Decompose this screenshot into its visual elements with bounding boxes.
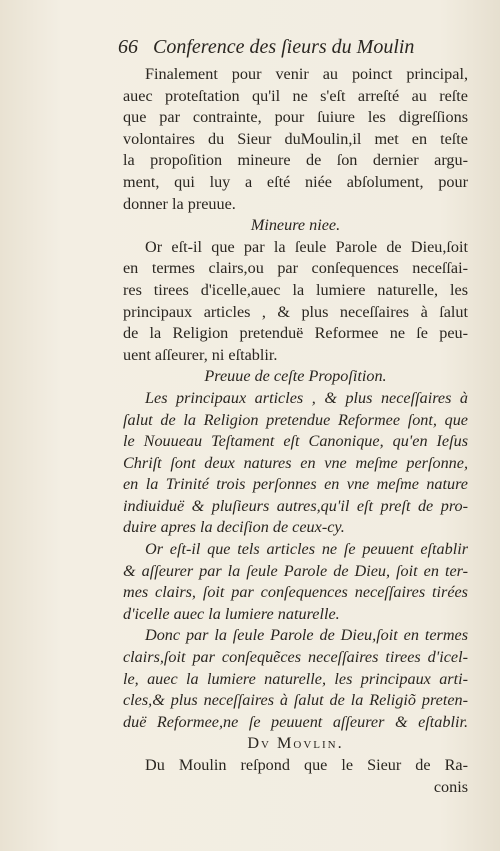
text-line: auec proteſtation qu'il ne s'eſt arreſté au reſte xyxy=(123,86,468,105)
text-line: Mineure niee. xyxy=(250,216,341,235)
text-line: Dv Movlin. xyxy=(247,734,344,753)
text-line: duire apres la deciſion de ceux-cy. xyxy=(123,518,345,537)
text-line: Or eſt-il que tels articles ne ſe peuuent eſtablir xyxy=(145,540,468,559)
text-line: Preuue de ceſte Propoſition. xyxy=(204,367,387,386)
text-line: en la Trinité trois perſonnes en vne meſme nature xyxy=(123,475,468,494)
text-line: volontaires du Sieur duMoulin,il met en teſte xyxy=(123,129,468,148)
text-body xyxy=(123,64,468,798)
text-line: en termes clairs,ou par conſequences neceſſai- xyxy=(123,259,468,278)
text-line: mes clairs, ſoit par conſequences neceſſaires tirées xyxy=(123,583,468,602)
text-line: principaux articles , & plus neceſſaires à ſalut xyxy=(123,302,468,321)
text-line: Du Moulin reſpond que le Sieur de Ra- xyxy=(145,756,468,774)
page-number: 66 xyxy=(118,36,138,58)
text-line: cles,& plus neceſſaires à ſalut de la Religiõ preten- xyxy=(123,691,468,710)
text-line: le, auec la lumiere naturelle, les principaux arti- xyxy=(123,669,468,688)
text-line: res tirees d'icelle,auec la lumiere naturelle, les xyxy=(123,280,468,299)
text-line: clairs,ſoit par conſequẽces neceſſaires tirees d'icel- xyxy=(123,648,468,667)
text-line: que par contrainte, pour ſuiure les digreſſions xyxy=(123,108,468,127)
text-line: ment, qui luy a eſté niée abſolument, pour xyxy=(123,172,468,191)
text-line: de la Religion pretenduë Reformee ne ſe peu- xyxy=(123,324,468,343)
text-line: Or eſt-il que par la ſeule Parole de Dieu,ſoit xyxy=(145,237,468,256)
text-line: le Nouueau Teſtament eſt Canonique, qu'en Ieſus xyxy=(123,432,468,451)
text-line: & aſſeurer par la ſeule Parole de Dieu, ſoit en ter- xyxy=(123,561,468,580)
text-line: conis xyxy=(433,777,468,796)
text-line: ſalut de la Religion pretendue Reformee ſont, que xyxy=(123,410,468,429)
page-header xyxy=(118,36,468,59)
text-line: d'icelle auec la lumiere naturelle. xyxy=(123,604,340,623)
text-line: Chriſt ſont deux natures en vne meſme perſonne, xyxy=(123,453,468,472)
running-title: Conference des ſieurs du Moulin xyxy=(153,36,415,58)
text-line: duë Reformee,ne ſe peuuent aſſeurer & eſtablir. xyxy=(123,712,468,731)
text-line: la propoſition mineure de ſon dernier argu- xyxy=(123,151,468,170)
text-line: Finalement pour venir au poinct principal, xyxy=(145,65,468,83)
text-line: donner la preuue. xyxy=(123,194,236,213)
text-line: indiuiduë & pluſieurs autres,qu'il eſt preſt de pro- xyxy=(123,496,468,515)
text-line: uent aſſeurer, ni eſtablir. xyxy=(123,345,278,364)
text-line: Les principaux articles , & plus neceſſaires à xyxy=(145,388,468,407)
text-line: Donc par la ſeule Parole de Dieu,ſoit en termes xyxy=(145,626,468,645)
